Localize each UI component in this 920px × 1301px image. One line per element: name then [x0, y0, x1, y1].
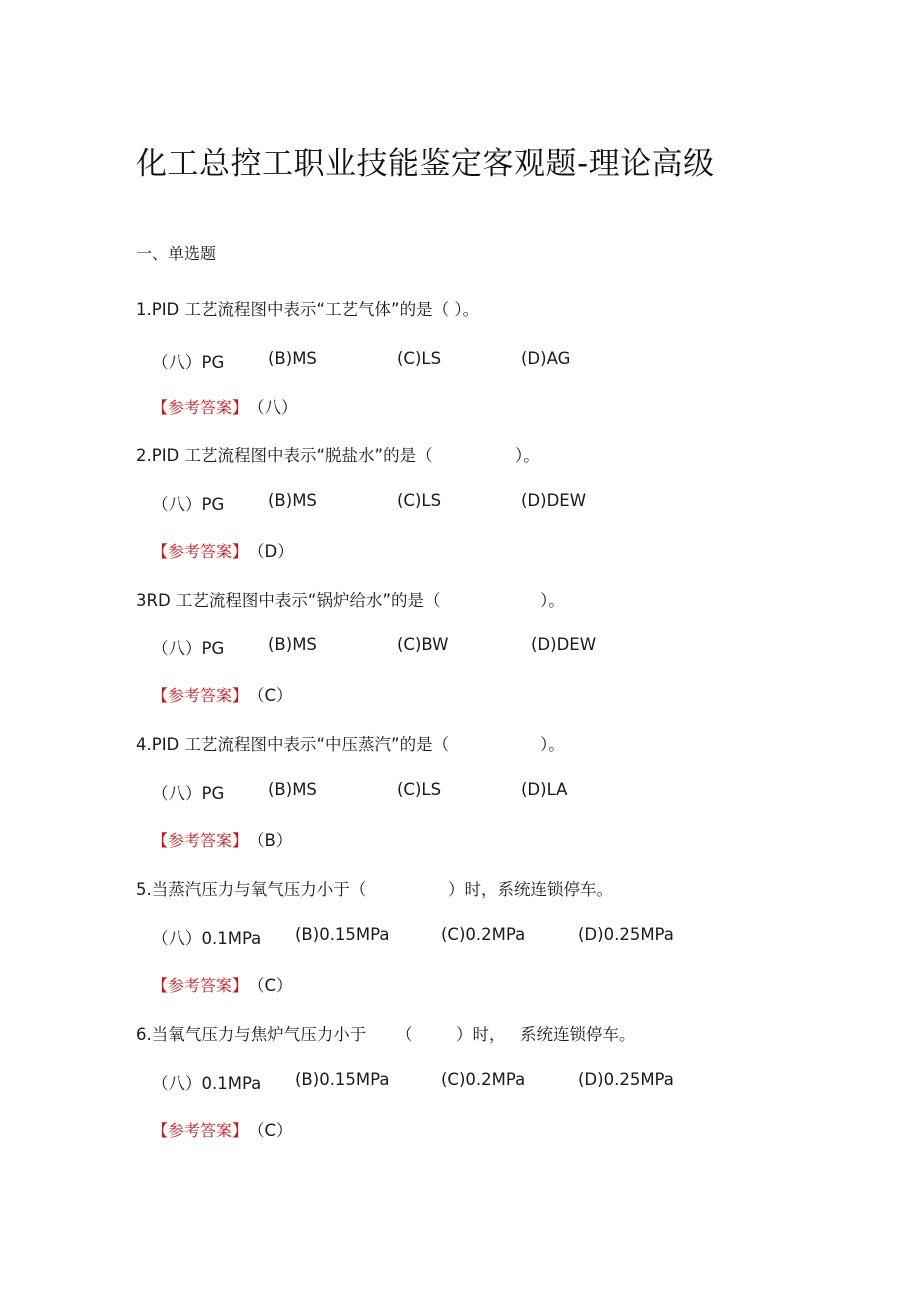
question-5-tail: ）时，系统连锁停车。 [448, 880, 613, 899]
question-5-answer: （C） [248, 976, 293, 995]
question-6-tail-2: 系统连锁停车。 [520, 1025, 636, 1044]
question-6-text: 6.当氧气压力与焦炉气压力小于 [136, 1025, 367, 1044]
question-2-option-d: (D)DEW [521, 491, 587, 510]
question-1-option-a: （八）PG [152, 353, 225, 372]
question-3-option-c: (C)BW [397, 635, 449, 654]
question-6-option-c: (C)0.2MPa [441, 1070, 526, 1089]
question-1-option-b: (B)MS [268, 349, 317, 368]
question-3-option-a: （八）PG [152, 639, 225, 658]
question-1-text: 1.PID 工艺流程图中表示“工艺气体”的是（ ）。 [136, 300, 480, 319]
question-6-option-a: （八）0.1MPa [152, 1074, 262, 1093]
question-6-answer: （C） [248, 1121, 293, 1140]
question-2-answer: （D） [248, 542, 294, 561]
question-3-option-d: (D)DEW [531, 635, 597, 654]
question-2-option-c: (C)LS [397, 491, 442, 510]
question-2-answer-label: 【参考答案】 [152, 542, 249, 561]
question-3-answer: （C） [248, 686, 293, 705]
question-5-text: 5.当蒸汽压力与氧气压力小于（ [136, 880, 367, 899]
question-6-option-d: (D)0.25MPa [578, 1070, 674, 1089]
question-2-option-a: （八）PG [152, 495, 225, 514]
question-3-option-b: (B)MS [268, 635, 317, 654]
question-1-answer: （八） [248, 398, 298, 417]
question-4-option-b: (B)MS [268, 780, 317, 799]
question-4-option-d: (D)LA [521, 780, 568, 799]
question-2-tail: ）。 [515, 446, 540, 465]
page-title: 化工总控工职业技能鉴定客观题-理论高级 [136, 146, 715, 182]
question-6-tail: ）时， [456, 1025, 506, 1044]
question-2-text: 2.PID 工艺流程图中表示“脱盐水”的是（ [136, 446, 433, 465]
question-2-option-b: (B)MS [268, 491, 317, 510]
question-4-option-c: (C)LS [397, 780, 442, 799]
question-4-tail: ）。 [540, 735, 565, 754]
question-5-answer-label: 【参考答案】 [152, 976, 249, 995]
question-5-option-a: （八）0.1MPa [152, 929, 262, 948]
question-3-tail: ）。 [540, 591, 565, 610]
question-1-answer-label: 【参考答案】 [152, 398, 249, 417]
question-5-option-d: (D)0.25MPa [578, 925, 674, 944]
question-4-answer-label: 【参考答案】 [152, 831, 249, 850]
question-4-text: 4.PID 工艺流程图中表示“中压蒸汽”的是（ [136, 735, 450, 754]
question-5-option-c: (C)0.2MPa [441, 925, 526, 944]
question-3-text: 3RD 工艺流程图中表示“锅炉给水”的是（ [136, 591, 441, 610]
question-4-answer: （B） [248, 831, 293, 850]
section-heading: 一、单选题 [136, 244, 217, 263]
question-3-answer-label: 【参考答案】 [152, 686, 249, 705]
question-6-answer-label: 【参考答案】 [152, 1121, 249, 1140]
question-4-option-a: （八）PG [152, 784, 225, 803]
question-6-open-bracket: （ [396, 1025, 413, 1044]
question-5-option-b: (B)0.15MPa [295, 925, 390, 944]
question-1-option-d: (D)AG [521, 349, 571, 368]
question-6-option-b: (B)0.15MPa [295, 1070, 390, 1089]
question-1-option-c: (C)LS [397, 349, 442, 368]
